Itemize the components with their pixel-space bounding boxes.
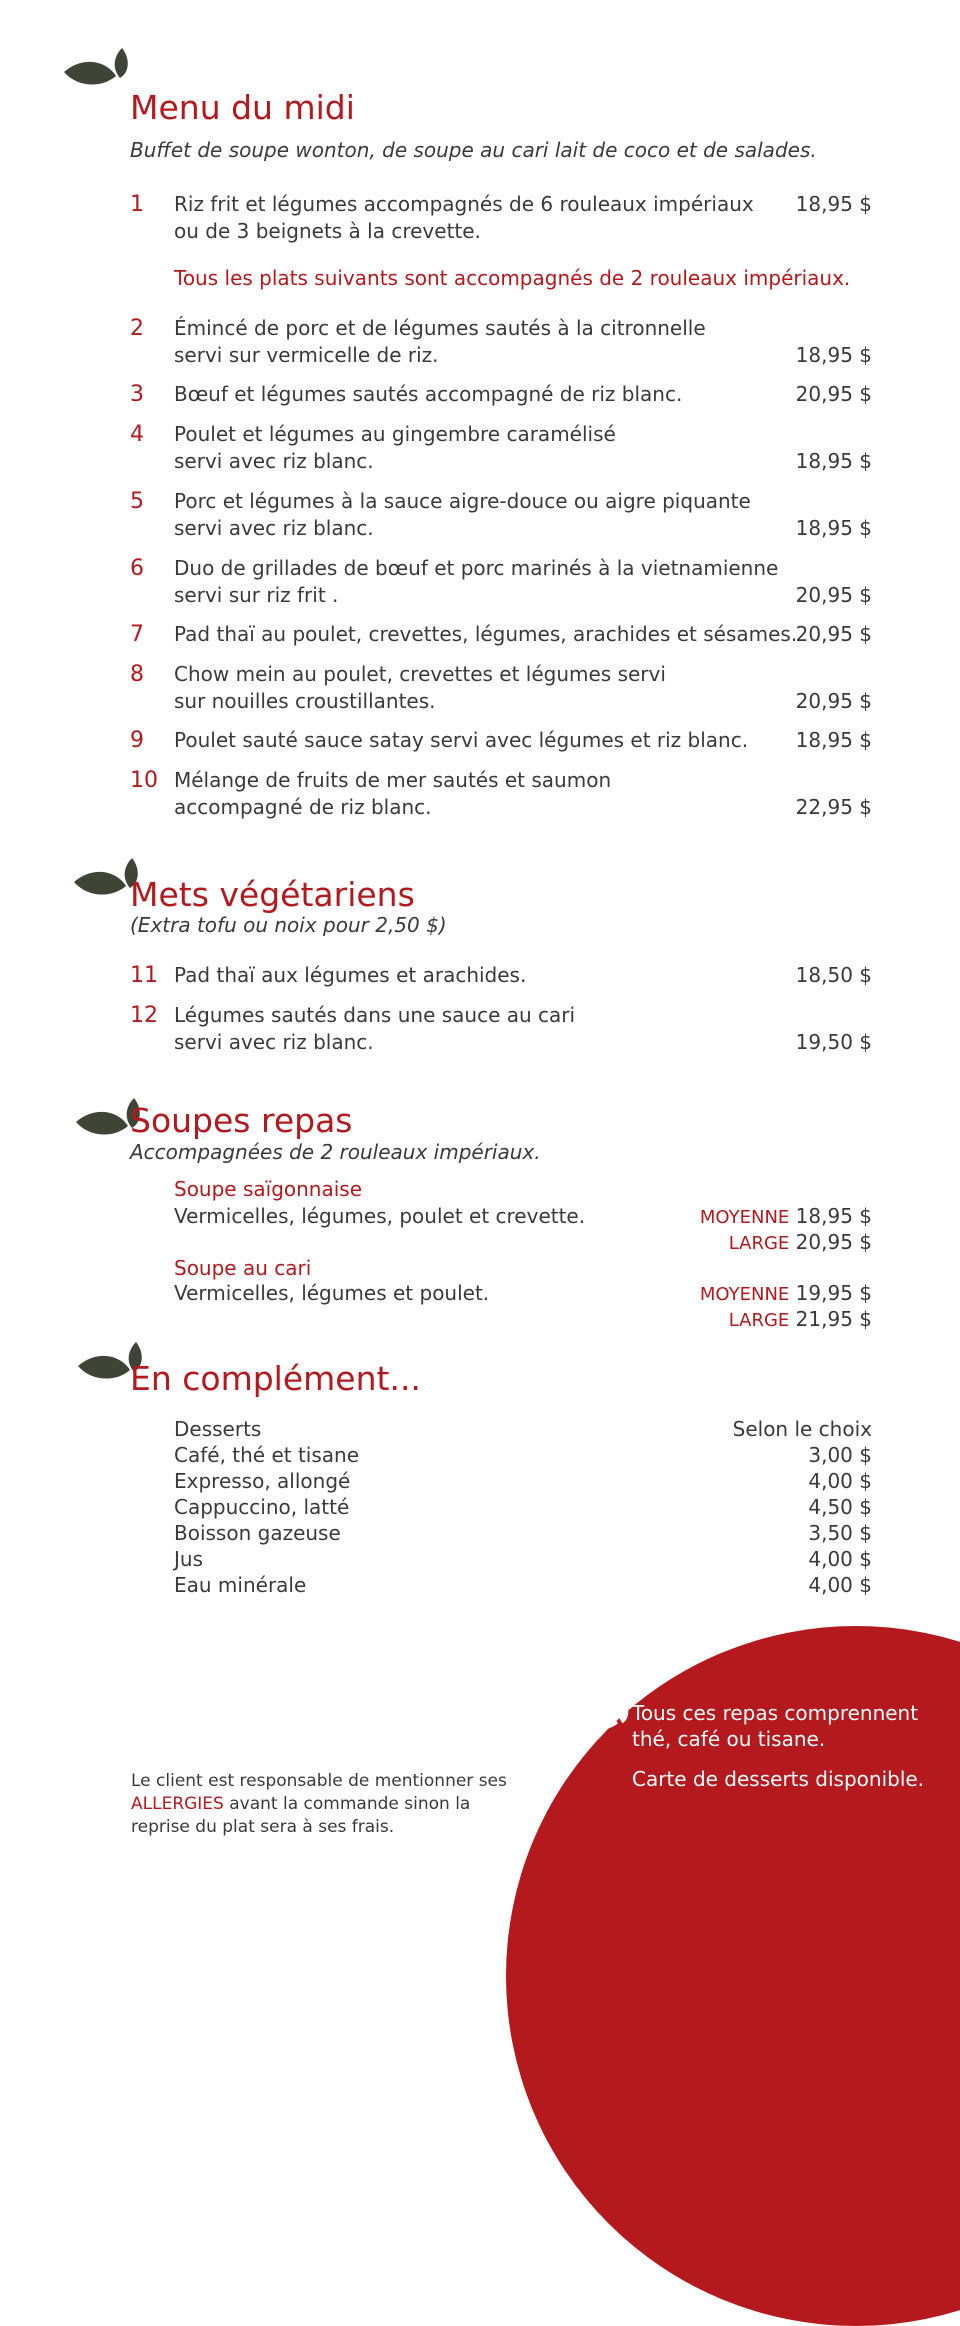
list-item — [174, 1416, 872, 1442]
menu-item — [130, 1002, 872, 1056]
item-number: 1 — [130, 192, 144, 217]
item-number: 8 — [130, 662, 144, 687]
item-description: servi avec riz blanc. — [174, 1030, 374, 1054]
menu-item — [130, 315, 872, 369]
item-description: Bœuf et légumes sautés accompagné de riz blanc. — [174, 382, 683, 406]
leaf-icon — [60, 48, 140, 118]
soup-description: Vermicelles, légumes, poulet et crevette. — [174, 1204, 586, 1228]
list-item — [174, 1442, 872, 1468]
item-description: servi sur vermicelle de riz. — [174, 343, 439, 367]
size-label: MOYENNE — [699, 1207, 790, 1228]
item-price: 22,95 $ — [795, 795, 872, 819]
soups-title: Soupes repas — [130, 1101, 353, 1140]
item-description: accompagné de riz blanc. — [174, 795, 432, 819]
soup-name: Soupe au cari — [174, 1256, 312, 1280]
item-price: 20,95 $ — [795, 689, 872, 713]
soup-name: Soupe saïgonnaise — [174, 1177, 363, 1201]
price-value: 18,95 $ — [795, 1204, 872, 1228]
lunch-subtitle: Buffet de soupe wonton, de soupe au cari lait de coco et de salades. — [130, 138, 817, 162]
item-description: Pad thaï au poulet, crevettes, légumes, arachides et sésames. — [174, 622, 798, 646]
extra-price: 3,50 $ — [808, 1521, 872, 1545]
item-number: 2 — [130, 316, 144, 341]
size-label: LARGE — [728, 1310, 790, 1331]
extra-price: 4,00 $ — [808, 1469, 872, 1493]
list-item — [174, 1572, 872, 1598]
menu-item — [130, 727, 872, 754]
item-description: ou de 3 beignets à la crevette. — [174, 219, 481, 243]
lunch-note: Tous les plats suivants sont accompagnés de 2 rouleaux impériaux. — [174, 266, 851, 290]
item-number: 10 — [130, 768, 158, 793]
allergy-text: avant la commande sinon la reprise du plat sera à ses frais. — [131, 1794, 471, 1837]
extra-name: Cappuccino, latté — [174, 1495, 350, 1519]
item-description: sur nouilles croustillantes. — [174, 689, 436, 713]
soup-price-medium — [700, 1280, 872, 1308]
item-number: 11 — [130, 963, 158, 988]
item-description: Mélange de fruits de mer sautés et saumon — [174, 768, 612, 792]
soup-description: Vermicelles, légumes et poulet. — [174, 1281, 490, 1305]
extra-name: Jus — [174, 1547, 203, 1571]
extra-name: Desserts — [174, 1417, 262, 1441]
item-price: 20,95 $ — [795, 583, 872, 607]
extra-name: Expresso, allongé — [174, 1469, 351, 1493]
item-description: Légumes sautés dans une sauce au cari — [174, 1003, 576, 1027]
dessert-menu-note: Carte de desserts disponible. — [632, 1767, 925, 1791]
menu-item — [130, 661, 872, 715]
included-drinks-note: Tous ces repas comprennent thé, café ou tisane. — [632, 1701, 919, 1751]
menu-item — [130, 962, 872, 989]
item-price: 18,95 $ — [795, 449, 872, 473]
allergy-notice — [131, 1770, 521, 1839]
item-number: 7 — [130, 622, 144, 647]
size-label: LARGE — [728, 1233, 790, 1254]
price-value: 21,95 $ — [795, 1307, 872, 1331]
price-value: 20,95 $ — [795, 1230, 872, 1254]
item-number: 4 — [130, 422, 144, 447]
list-item — [174, 1468, 872, 1494]
soups-subtitle: Accompagnées de 2 rouleaux impériaux. — [130, 1140, 541, 1164]
item-price: 18,95 $ — [795, 192, 872, 216]
item-price: 20,95 $ — [795, 382, 872, 406]
item-description: Émincé de porc et de légumes sautés à la citronnelle — [174, 316, 706, 340]
size-label: MOYENNE — [699, 1284, 790, 1305]
list-item — [174, 1546, 872, 1572]
item-description: Pad thaï aux légumes et arachides. — [174, 963, 527, 987]
extra-name: Boisson gazeuse — [174, 1521, 341, 1545]
extras-title: En complément... — [130, 1359, 421, 1398]
item-description: servi sur riz frit . — [174, 583, 339, 607]
extra-price: 4,50 $ — [808, 1495, 872, 1519]
item-description: Poulet sauté sauce satay servi avec légumes et riz blanc. — [174, 728, 749, 752]
item-price: 20,95 $ — [795, 622, 872, 646]
allergy-highlight: ALLERGIES — [131, 1794, 224, 1814]
item-number: 3 — [130, 382, 144, 407]
lunch-title: Menu du midi — [130, 88, 355, 127]
soup-price-large — [729, 1229, 872, 1257]
menu-item — [130, 555, 872, 609]
menu-item — [130, 621, 872, 648]
allergy-text: Le client est responsable de mentionner ses — [131, 1771, 507, 1791]
item-description: Duo de grillades de bœuf et porc marinés à la vietnamienne — [174, 556, 779, 580]
item-price: 19,50 $ — [795, 1030, 872, 1054]
item-price: 18,95 $ — [795, 516, 872, 540]
item-price: 18,50 $ — [795, 963, 872, 987]
white-leaf-icon — [576, 1696, 636, 1752]
item-description: servi avec riz blanc. — [174, 449, 374, 473]
item-description: Chow mein au poulet, crevettes et légumes servi — [174, 662, 666, 686]
extra-price: 4,00 $ — [808, 1573, 872, 1597]
list-item — [174, 1520, 872, 1546]
vegetarian-title: Mets végétariens — [130, 875, 415, 914]
item-description: servi avec riz blanc. — [174, 516, 374, 540]
soup-price-large — [729, 1306, 872, 1334]
item-description: Porc et légumes à la sauce aigre-douce ou aigre piquante — [174, 489, 751, 513]
price-value: 19,95 $ — [795, 1281, 872, 1305]
extra-name: Eau minérale — [174, 1573, 307, 1597]
menu-item — [130, 381, 872, 408]
item-description: Riz frit et légumes accompagnés de 6 rouleaux impériaux — [174, 192, 754, 216]
extras-list — [174, 1416, 872, 1598]
circle-text — [632, 1700, 932, 1806]
menu-item — [130, 191, 872, 245]
extra-price: Selon le choix — [732, 1417, 872, 1441]
item-price: 18,95 $ — [795, 728, 872, 752]
vegetarian-subtitle: (Extra tofu ou noix pour 2,50 $) — [130, 913, 447, 937]
extra-name: Café, thé et tisane — [174, 1443, 360, 1467]
item-number: 12 — [130, 1003, 158, 1028]
extra-price: 3,00 $ — [808, 1443, 872, 1467]
item-number: 9 — [130, 728, 144, 753]
list-item — [174, 1494, 872, 1520]
item-number: 5 — [130, 489, 144, 514]
menu-item — [130, 488, 872, 542]
menu-item — [130, 421, 872, 475]
extra-price: 4,00 $ — [808, 1547, 872, 1571]
menu-item — [130, 767, 872, 821]
item-number: 6 — [130, 556, 144, 581]
item-description: Poulet et légumes au gingembre caramélisé — [174, 422, 616, 446]
soup-price-medium — [700, 1203, 872, 1231]
item-price: 18,95 $ — [795, 343, 872, 367]
